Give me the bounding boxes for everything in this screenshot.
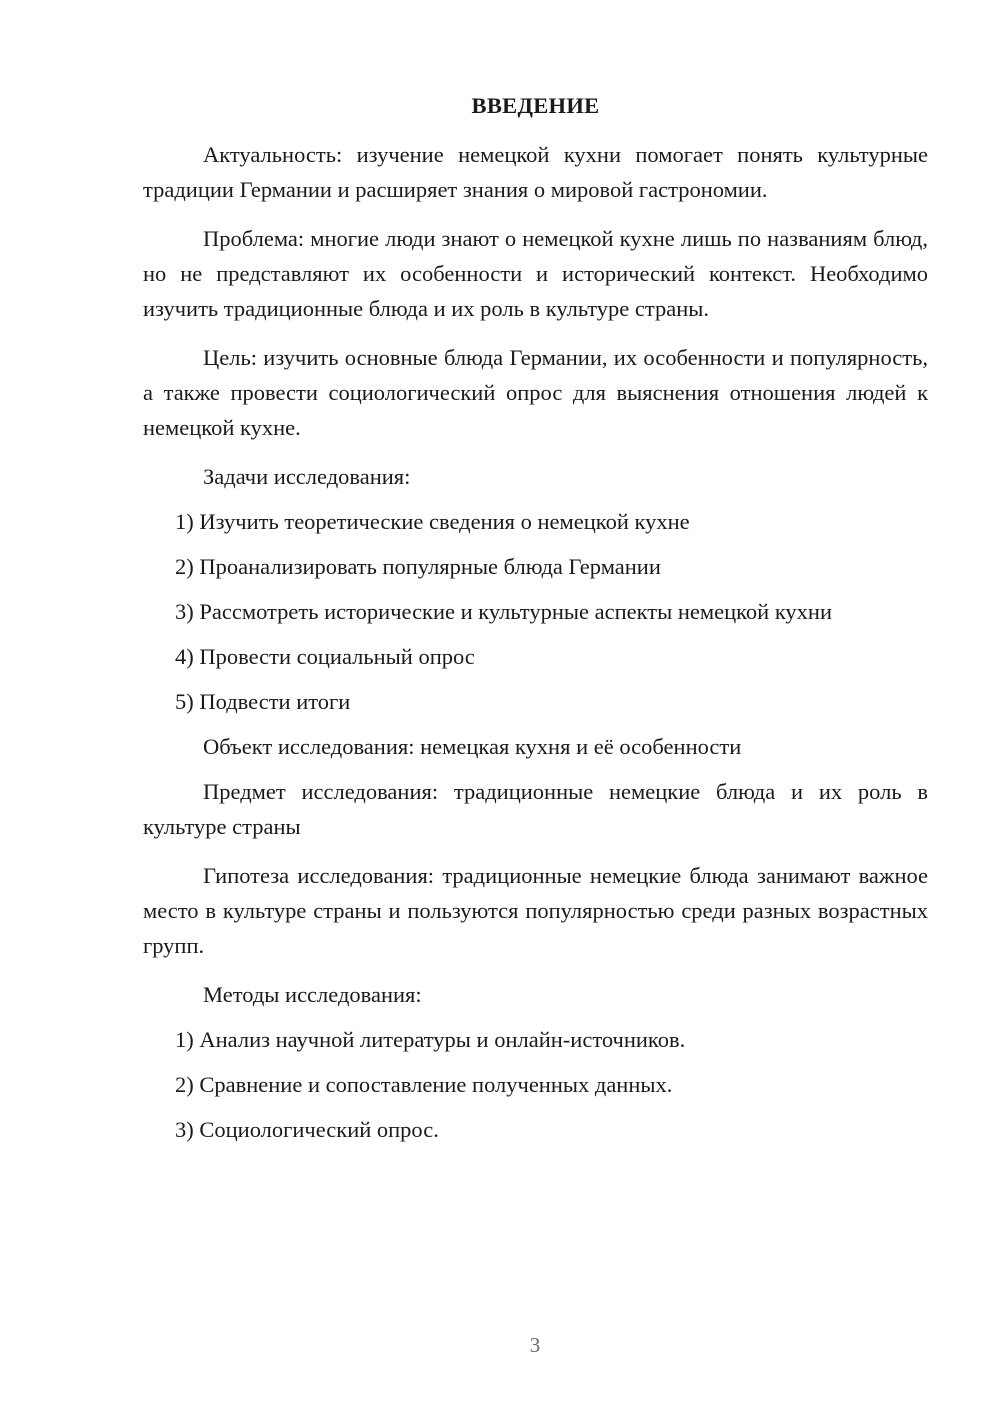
object-line: Объект исследования: немецкая кухня и её особенности bbox=[203, 734, 742, 759]
method-item: 2) Сравнение и сопоставление полученных данных. bbox=[175, 1072, 673, 1097]
subject-paragraph: Предмет исследования: традиционные немецкие блюда и их роль в культуре страны bbox=[143, 779, 928, 839]
method-item: 1) Анализ научной литературы и онлайн-источников. bbox=[175, 1027, 686, 1052]
section-heading: ВВЕДЕНИЕ bbox=[471, 93, 600, 118]
task-item: 5) Подвести итоги bbox=[175, 689, 351, 714]
methods-label: Методы исследования: bbox=[203, 982, 422, 1007]
task-item: 2) Проанализировать популярные блюда Германии bbox=[175, 554, 661, 579]
method-item: 3) Социологический опрос. bbox=[175, 1117, 439, 1142]
methods-list bbox=[143, 1022, 928, 1147]
task-item: 4) Провести социальный опрос bbox=[175, 644, 475, 669]
tasks-label: Задачи исследования: bbox=[203, 464, 411, 489]
tasks-list bbox=[143, 504, 928, 719]
problem-paragraph: Проблема: многие люди знают о немецкой кухне лишь по названиям блюд, но не представляют их особенности и исторический контекст. Необходимо изучить традиционные блюда и их роль в культуре страны. bbox=[143, 226, 928, 321]
relevance-paragraph: Актуальность: изучение немецкой кухни помогает понять культурные традиции Германии и расширяет знания о мировой гастрономии. bbox=[143, 142, 928, 202]
task-item: 1) Изучить теоретические сведения о немецкой кухне bbox=[175, 509, 690, 534]
page-number: 3 bbox=[529, 1333, 541, 1357]
hypothesis-paragraph: Гипотеза исследования: традиционные немецкие блюда занимают важное место в культуре страны и пользуются популярностью среди разных возрастных групп. bbox=[143, 863, 928, 958]
document-body bbox=[143, 88, 928, 1157]
task-item: 3) Рассмотреть исторические и культурные аспекты немецкой кухни bbox=[175, 599, 833, 624]
goal-paragraph: Цель: изучить основные блюда Германии, их особенности и популярность, а также провести социологический опрос для выяснения отношения людей к немецкой кухне. bbox=[143, 345, 928, 440]
